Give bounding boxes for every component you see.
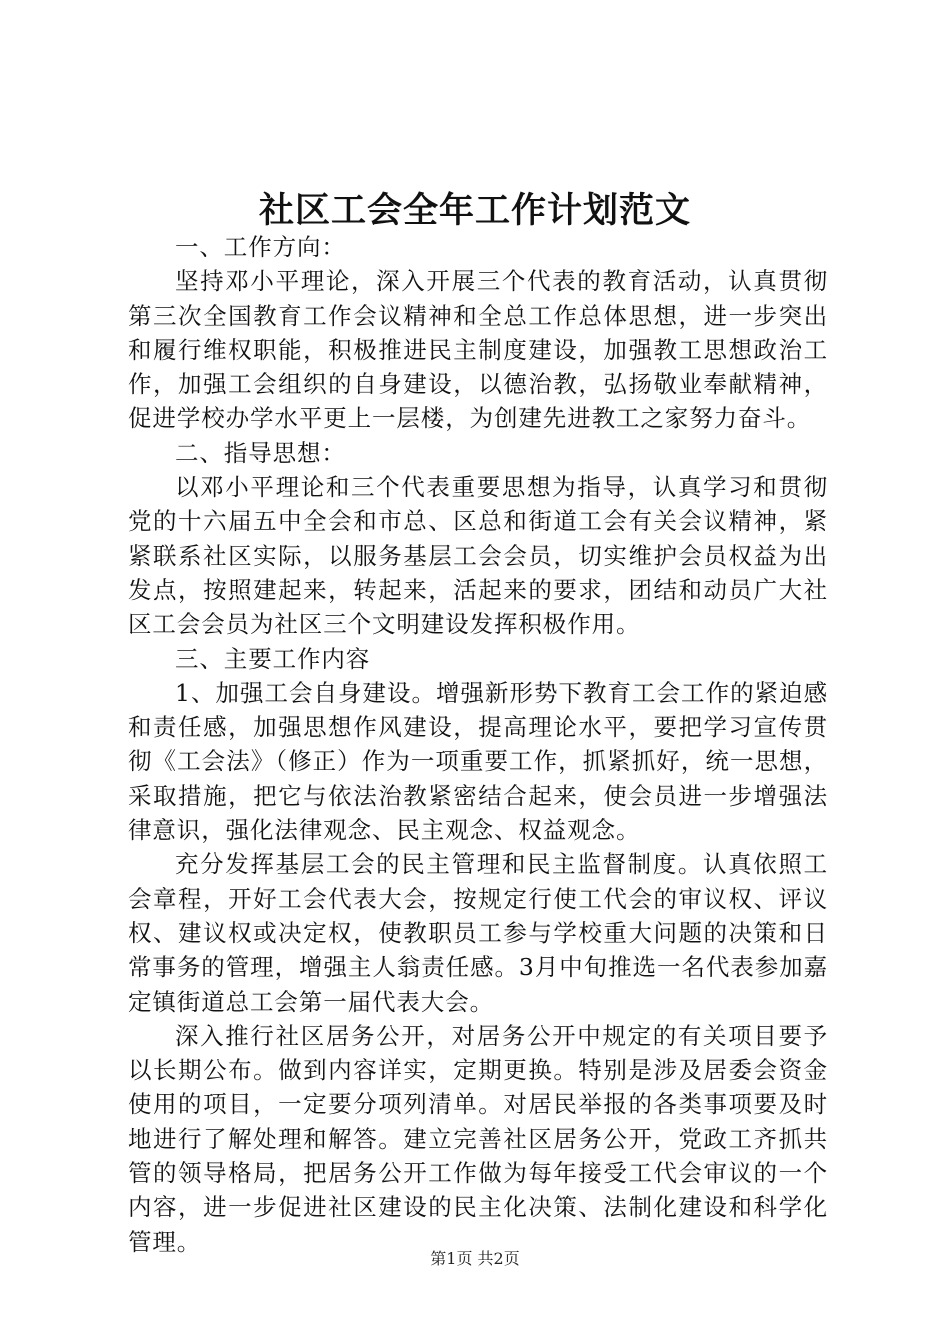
- section-heading-main-work: 三、主要工作内容: [175, 644, 371, 673]
- paragraph-guiding-thought: 以邓小平理论和三个代表重要思想为指导，认真学习和贯彻党的十六届五中全会和市总、区总和街道工会有关会议精神，紧紧联系社区实际，以服务基层工会会员，切实维护会员权益为出发点，按照建起来，转起来，活起来的要求，团结和动员广大社区工会会员为社区三个文明建设发挥积极作用。: [128, 473, 828, 639]
- paragraph-democratic-management: 充分发挥基层工会的民主管理和民主监督制度。认真依照工会章程，开好工会代表大会，按规定行使工代会的审议权、评议权、建议权或决定权，使教职员工参与学校重大问题的决策和日常事务的管理，增强主人翁责任感。3月中旬推选一名代表参加嘉定镇街道总工会第一届代表大会。: [128, 850, 828, 1016]
- document-body: [128, 230, 828, 1259]
- document-title: 社区工会全年工作计划范文: [258, 190, 691, 231]
- section-heading-guiding-thought: 二、指导思想：: [175, 438, 346, 467]
- paragraph-self-construction: 1、加强工会自身建设。增强新形势下教育工会工作的紧迫感和责任感，加强思想作风建设，提高理论水平，要把学习宣传贯彻《工会法》（修正）作为一项重要工作，抓紧抓好，统一思想，采取措施，把它与依法治教紧密结合起来，使会员进一步增强法律意识，强化法律观念、民主观念、权益观念。: [128, 678, 828, 845]
- paragraph-direction: 坚持邓小平理论，深入开展三个代表的教育活动，认真贯彻第三次全国教育工作会议精神和全总工作总体思想，进一步突出和履行维权职能，积极推进民主制度建设，加强教工思想政治工作，加强工会组织的自身建设，以德治教，弘扬敬业奉献精神，促进学校办学水平更上一层楼，为创建先进教工之家努力奋斗。: [128, 267, 828, 433]
- paragraph-affairs-disclosure: 深入推行社区居务公开，对居务公开中规定的有关项目要予以长期公布。做到内容详实，定期更换。特别是涉及居委会资金使用的项目，一定要分项列清单。对居民举报的各类事项要及时地进行了解处理和解答。建立完善社区居务公开，党政工齐抓共管的领导格局，把居务公开工作做为每年接受工代会审议的一个内容，进一步促进社区建设的民主化决策、法制化建设和科学化管理。: [128, 1021, 828, 1256]
- page-number-footer: 第1页 共2页: [430, 1249, 520, 1268]
- section-heading-direction: 一、工作方向：: [175, 233, 346, 261]
